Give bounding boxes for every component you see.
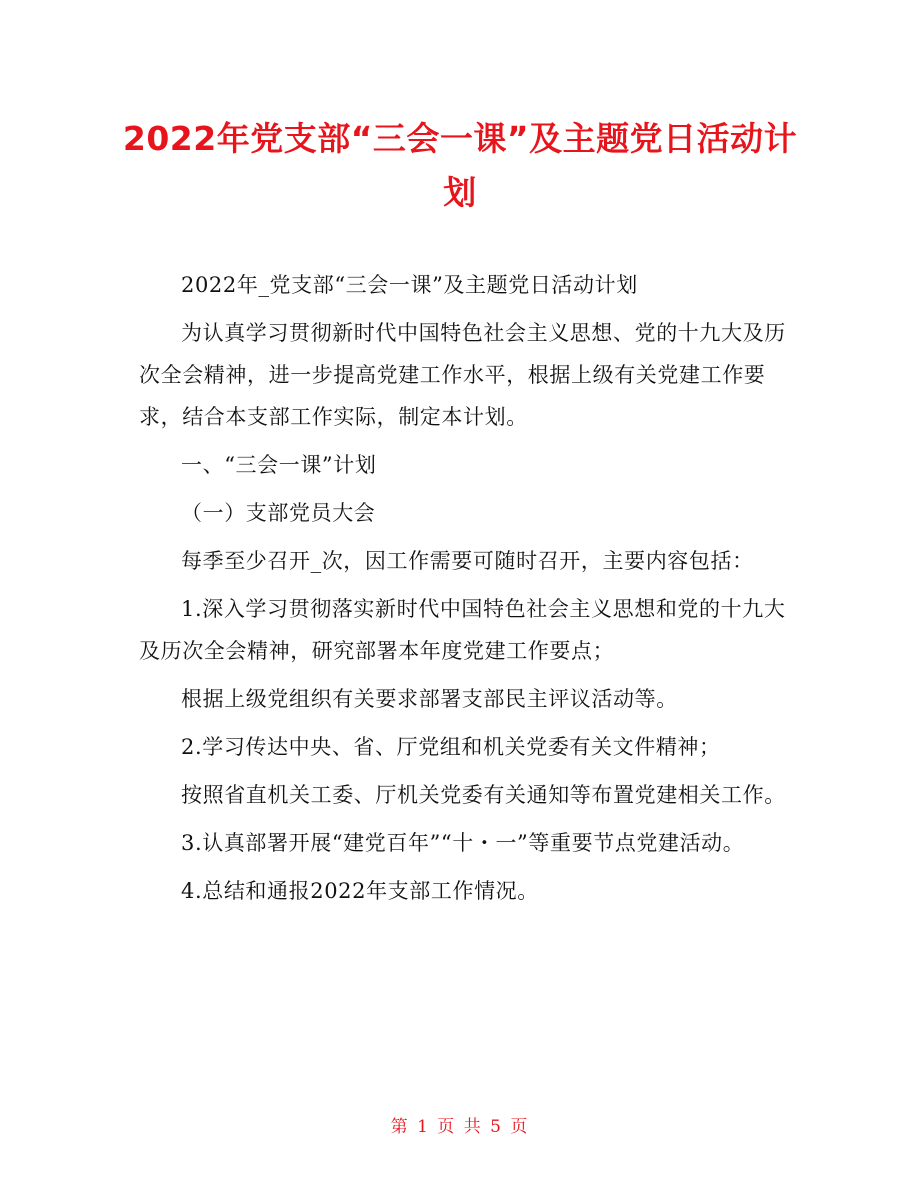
list-item-1: 1.深入学习贯彻落实新时代中国特色社会主义思想和党的十九大及历次全会精神，研究部署本年度党建工作要点； (139, 597, 786, 663)
document-body (139, 264, 789, 918)
list-item-2-cont: 按照省直机关工委、厅机关党委有关通知等布置党建相关工作。 (181, 783, 786, 807)
list-item-2: 2.学习传达中央、省、厅党组和机关党委有关文件精神； (181, 735, 721, 759)
paragraph-frequency: 每季至少召开_次，因工作需要可随时召开，主要内容包括： (181, 549, 754, 573)
list-item-1-cont: 根据上级党组织有关要求部署支部民主评议活动等。 (181, 687, 678, 711)
page-number-footer: 第 1 页 共 5 页 (390, 1117, 530, 1137)
document-title: 2022年党支部“三会一课”及主题党日活动计划 (122, 119, 798, 212)
section-heading: 一、“三会一课”计划 (181, 453, 377, 477)
paragraph-intro: 为认真学习贯彻新时代中国特色社会主义思想、党的十九大及历次全会精神，进一步提高党建工作水平，根据上级有关党建工作要求，结合本支部工作实际，制定本计划。 (139, 321, 786, 429)
subsection-heading: （一）支部党员大会 (181, 501, 376, 525)
paragraph-subtitle: 2022年_党支部“三会一课”及主题党日活动计划 (181, 273, 638, 297)
list-item-3: 3.认真部署开展“建党百年”“十・一”等重要节点党建活动。 (181, 831, 745, 855)
list-item-4: 4.总结和通报2022年支部工作情况。 (181, 879, 539, 903)
